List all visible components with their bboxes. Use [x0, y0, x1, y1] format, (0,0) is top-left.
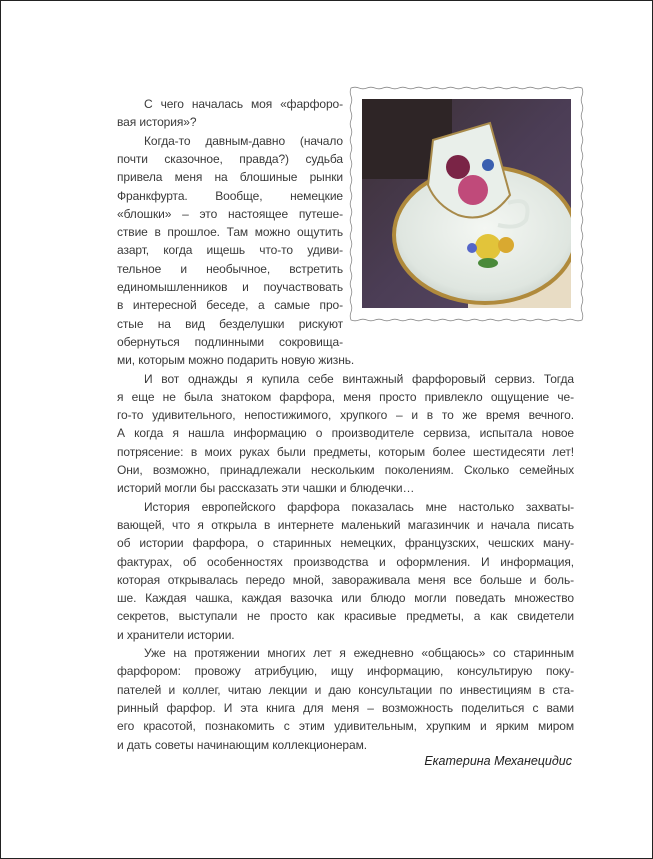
text-line: ше. Каждая чашка, каждая вазочка или блюдо могли поведать множество	[117, 591, 574, 606]
text-line: пателей и коллег, читаю лекции и даю консультации по инвестициям в ста-	[117, 682, 574, 697]
text-line: вая история»?	[117, 115, 197, 130]
text-line: фарфором: провожу атрибуцию, ищу информацию, консультирую поку-	[117, 664, 574, 679]
text-line: фактурах, об особенностях производства и оформления. И информация,	[117, 554, 574, 569]
text-line: я еще не была знатоком фарфора, меня просто привлекло ощущение че-	[117, 389, 574, 404]
text-line: История европейского фарфора показалась мне настолько захваты-	[144, 499, 574, 514]
text-line: ми, которым можно подарить новую жизнь.	[117, 353, 355, 368]
text-line: и хранители истории.	[117, 627, 235, 642]
text-line: секретов, выступали не просто как красивые предметы, а как свидетели	[117, 609, 574, 624]
text-line: потрясение: в моих руках были предметы, которым более шестидесяти лет!	[117, 444, 574, 459]
text-line: единомышленников и поучаствовать	[117, 280, 343, 294]
text-line: об истории фарфора, о старинных немецких, французских, чешских ману-	[117, 536, 574, 551]
text-line: И вот однажды я купила себе винтажный фарфоровый сервиз. Тогда	[144, 371, 574, 386]
text-line: С чего началась моя «фарфоро-	[144, 97, 343, 111]
text-line: азарт, когда ищешь что-то удиви-	[117, 243, 343, 258]
text-line: которая открывалась передо мной, завораживала меня все больше и боль-	[117, 572, 574, 587]
text-line: Когда-то давным-давно (начало	[144, 133, 343, 148]
teacup-photo-stamp	[348, 85, 585, 323]
text-line: ствие в прошлое. Там можно ощутить	[117, 225, 343, 240]
text-line: А когда я нашла информацию о производителе сервиза, испытала новое	[117, 426, 574, 441]
text-line: обернуться подлинными сокровища-	[117, 334, 343, 349]
text-line: почти сказочное, правда?) судьба	[117, 151, 343, 166]
text-line: Они, возможно, принадлежали нескольким поколениям. Сколько семейных	[117, 463, 574, 477]
text-line: историй могли бы рассказать эти чашки и блюдечки…	[117, 481, 415, 496]
text-line: в интересной беседе, а самые про-	[117, 298, 343, 313]
text-line: го-то удивительного, непостижимого, хрупкого – и в то же время вечного.	[117, 408, 574, 423]
text-line: тельное и необычное, встретить	[117, 261, 343, 276]
text-line: привела меня на блошиные рынки	[117, 170, 343, 185]
teacup-photo	[362, 99, 578, 308]
text-line: Уже на протяжении многих лет я ежедневно «общаюсь» со старинным	[144, 646, 574, 660]
text-line: «блошки» – это настоящее путеше-	[117, 206, 343, 221]
text-line: вающей, что я открыла в интернете маленький магазинчик и начала писать	[117, 517, 574, 532]
text-line: ринный фарфор. И эта книга для меня – возможность поделиться с вами	[117, 700, 574, 715]
text-line: его красотой, познакомить с этим удивительным, хрупким и ярким миром	[117, 719, 574, 734]
text-line: и дать советы начинающим коллекционерам.	[117, 737, 367, 752]
author-signature: Екатерина Механецидис	[424, 754, 572, 768]
text-line: стые на вид безделушки рискуют	[117, 316, 343, 331]
text-line: Франкфурта. Вообще, немецкие	[117, 188, 343, 203]
